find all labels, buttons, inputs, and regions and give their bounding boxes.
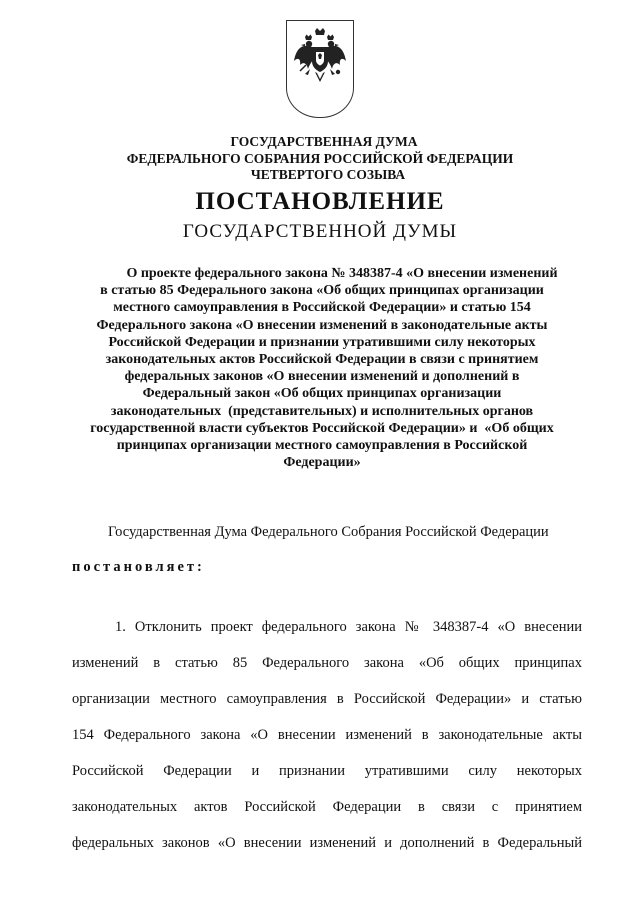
subject-line: О проекте федерального закона № 348387-4 «О внесении изменений <box>126 266 558 281</box>
item-1-line: федеральных законов «О внесении изменений и дополнений в Федеральный <box>72 835 582 851</box>
document-issuer: ГОСУДАРСТВЕННОЙ ДУМЫ <box>182 221 458 242</box>
state-emblem <box>286 20 354 118</box>
item-1-line: 1. Отклонить проект федерального закона № 348387-4 «О внесении <box>115 619 582 635</box>
subject-line: законодательных актов Российской Федерации в связи с принятием <box>105 352 539 368</box>
document-subject <box>62 265 582 471</box>
subject-line: Российской Федерации и признании утратившими силу некоторых <box>108 334 536 350</box>
subject-line: Федерации» <box>283 455 361 471</box>
item-1-line: 154 Федерального закона «О внесении изменений в законодательные акты <box>72 727 582 743</box>
subject-line: государственной власти субъектов Российской Федерации» и «Об общих <box>90 420 554 436</box>
item-1-line: организации местного самоуправления в Российской Федерации» и статью <box>72 691 582 707</box>
subject-line: принципах организации местного самоуправления в Российской <box>116 438 528 454</box>
subject-line: законодательных (представительных) и исполнительных органов <box>110 403 534 419</box>
resolution-verb: постановляет: <box>72 559 205 575</box>
item-1-line: изменений в статью 85 Федерального закона «Об общих принципах <box>72 655 582 671</box>
subject-line: в статью 85 Федерального закона «Об общих принципах организации <box>100 283 544 299</box>
subject-line: федеральных законов «О внесении изменений и дополнений в <box>124 369 520 385</box>
subject-line: местного самоуправления в Российской Федерации» и статью 154 <box>113 300 531 316</box>
convocation: ЧЕТВЕРТОГО СОЗЫВА <box>250 167 406 182</box>
subject-line: Федеральный закон «Об общих принципах организации <box>142 386 502 402</box>
item-1-line: Российской Федерации и признании утратившими силу некоторых <box>72 763 582 779</box>
document-type: ПОСТАНОВЛЕНИЕ <box>195 188 445 215</box>
org-name-line1: ГОСУДАРСТВЕННАЯ ДУМА <box>230 134 418 149</box>
item-1-line: законодательных актов Российской Федерации в связи с принятием <box>72 799 582 815</box>
preamble: Государственная Дума Федерального Собрания Российской Федерации <box>108 524 549 540</box>
org-name-line2: ФЕДЕРАЛЬНОГО СОБРАНИЯ РОССИЙСКОЙ ФЕДЕРАЦИИ <box>126 151 514 166</box>
subject-line: Федерального закона «О внесении изменений в законодательные акты <box>96 317 548 333</box>
double-headed-eagle-icon <box>292 27 348 87</box>
